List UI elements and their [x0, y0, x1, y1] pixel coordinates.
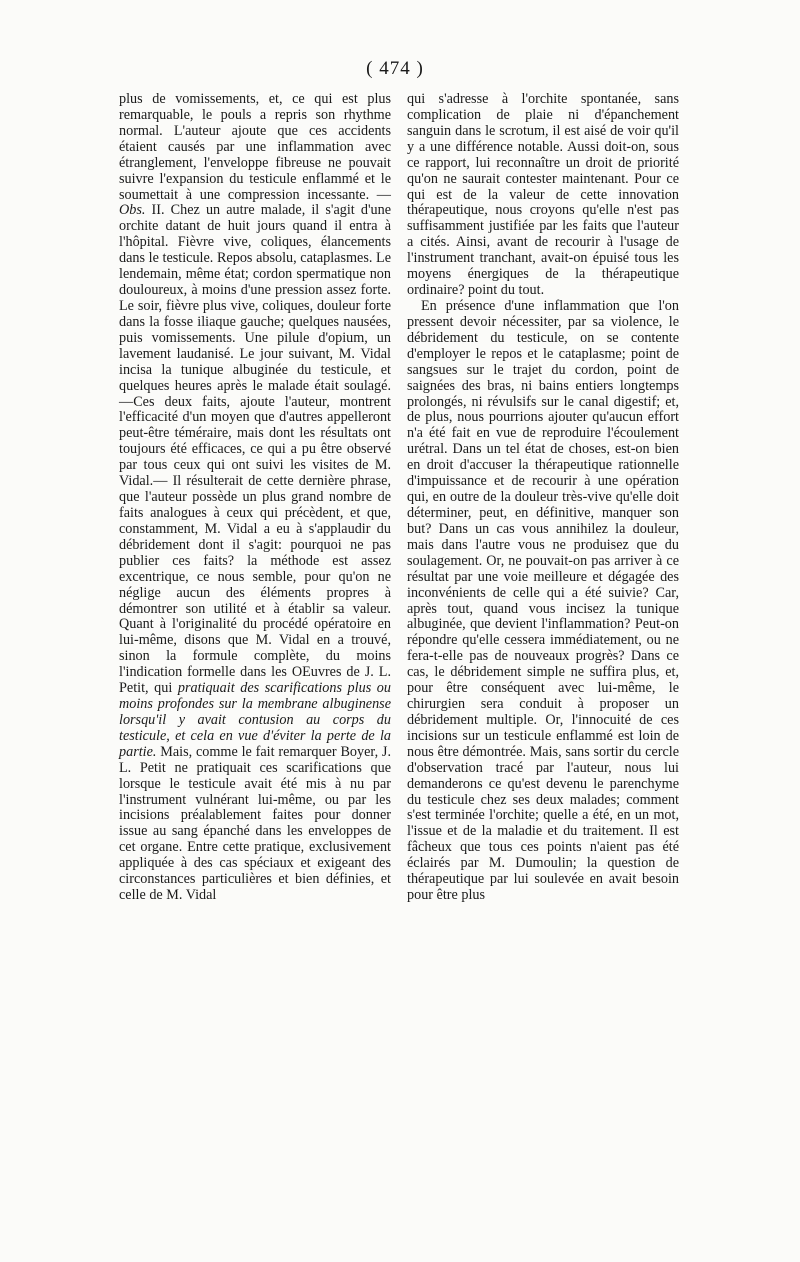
- page-number: ( 474 ): [366, 58, 424, 79]
- right-paragraph-1: qui s'adresse à l'orchite spontanée, sans complication de plaie ni d'épanchement sanguin dans le scrotum, il est aisé de voir qu'il y a une différence notable. Aussi doit-on, sous ce rapport, lui reconnaître un droit de priorité qu'on ne saurait contester maintenant. Pour ce qui est de la valeur de cette innovation thérapeutique, nous croyons qu'elle n'est pas suffisamment justifiée par les faits que l'auteur a cités. Ainsi, avant de recourir à l'usage de l'instrument tranchant, avait-on épuisé tous les moyens énergiques de la thérapeutique ordinaire? point du tout.: [407, 91, 679, 299]
- obs-label: Obs.: [119, 202, 146, 219]
- left-paragraph: [119, 92, 391, 904]
- left-text-part-3: Mais, comme le fait remarquer Boyer, J. L. Petit ne pratiquait ces scarifications que lorsque le testicule avait été mis à nu par l'instrument vulnérant lui-même, ou par les incisions préalablement faites pour donner issue au sang épanché dans les enveloppes de cet organe. Entre cette pratique, exclusivement appliquée à des cas spéciaux et exigeant des circonstances particulières et bien définies, et celle de M. Vidal: [119, 743, 391, 904]
- left-column: [119, 92, 391, 904]
- right-column: [407, 92, 679, 904]
- petit-quotation: pratiquait des scarifications plus ou moins profondes sur la membrane albuginense lorsqu'il y avait contusion au corps du testicule, et cela en vue d'éviter la perte de la partie.: [119, 680, 391, 760]
- left-text-part-1: plus de vomissements, et, ce qui est plus remarquable, le pouls a repris son rhythme normal. L'auteur ajoute que ces accidents étaient causés par une inflammation avec étranglement, l'enveloppe fibreuse ne pouvait suivre l'expansion du testicule enflammé et le soumettait à une compression incessante. —: [119, 91, 391, 203]
- right-paragraph-2: En présence d'une inflammation que l'on pressent devoir nécessiter, par sa violence, le débridement du testicule, on se contente d'employer le repos et le cataplasme; point de sangsues sur le trajet du cordon, point de saignées des bras, ni bains entiers longtemps prolongés, ni révulsifs sur le canal digestif; et, de plus, nous pourrions ajouter qu'aucun effort n'a été fait en vue de reproduire l'écoulement urétral. Dans un tel état de choses, est-on bien en droit d'accuser la thérapeutique rationnelle d'impuissance et de recourir à une opération qui, en outre de la douleur très-vive qu'elle doit déterminer, peut, en définitive, manquer son but? Dans un cas vous annihilez la douleur, mais dans l'autre vous ne produisez que du soulagement. Or, ne pouvait-on pas arriver à ce résultat par une voie meilleure et dégagée des inconvénients de celle qui a été suivie? Car, après tout, quand vous incisez la tunique albuginée, que devient l'inflammation? Peut-on répondre qu'elle cessera immédiatement, ou ne fera-t-elle pas de nouveaux progrès? Dans ce cas, le débridement simple ne suffira plus, et, pour être conséquent avec lui-même, le chirurgien sera conduit à proposer un débridement multiple. Or, l'innocuité de ces incisions sur un testicule enflammé est loin de nous être démontrée. Mais, sans sortir du cercle d'observation tracé par l'auteur, nous lui demanderons ce qu'est devenu le parenchyme du testicule chez ses deux malades; comment s'est terminée l'orchite; quelle a été, en un mot, l'issue et de la maladie et du traitement. Il est fâcheux que tous ces points n'aient pas été éclairés par M. Dumoulin; la question de thérapeutique par lui soulevée en avait besoin pour être plus: [407, 297, 679, 904]
- left-text-part-2: II. Chez un autre malade, il s'agit d'une orchite datant de huit jours quand il entra à l'hôpital. Fièvre vive, coliques, élancements dans le testicule. Repos absolu, cataplasmes. Le lendemain, même état; cordon spermatique non douloureux, à moins d'une pression assez forte. Le soir, fièvre plus vive, coliques, douleur forte dans la fosse iliaque gauche; quelques nausées, puis vomissements. Une pilule d'opium, un lavement laudanisé. Le jour suivant, M. Vidal incisa la tunique albuginée du testicule, et quelques heures après le malade était soulagé.—Ces deux faits, ajoute l'auteur, montrent l'efficacité d'un moyen que d'autres appelleront peut-être téméraire, mais dont les résultats ont toujours été efficaces, ce qui a pu être observé par tous ceux qui ont suivi les visites de M. Vidal.— Il résulterait de cette dernière phrase, que l'auteur possède un plus grand nombre de faits analogues à ceux qui précèdent, et que, constamment, M. Vidal a eu à s'applaudir du débridement dont il s'agit: pourquoi ne pas publier ces faits? la méthode est assez excentrique, ce nous semble, pour qu'on ne néglige aucun des éléments propres à démontrer son utilité et à établir sa valeur. Quant à l'originalité du procédé opératoire en lui-même, disons que M. Vidal en a trouvé, sinon la formule complète, du moins l'indication formelle dans les OEuvres de J. L. Petit, qui: [119, 202, 391, 697]
